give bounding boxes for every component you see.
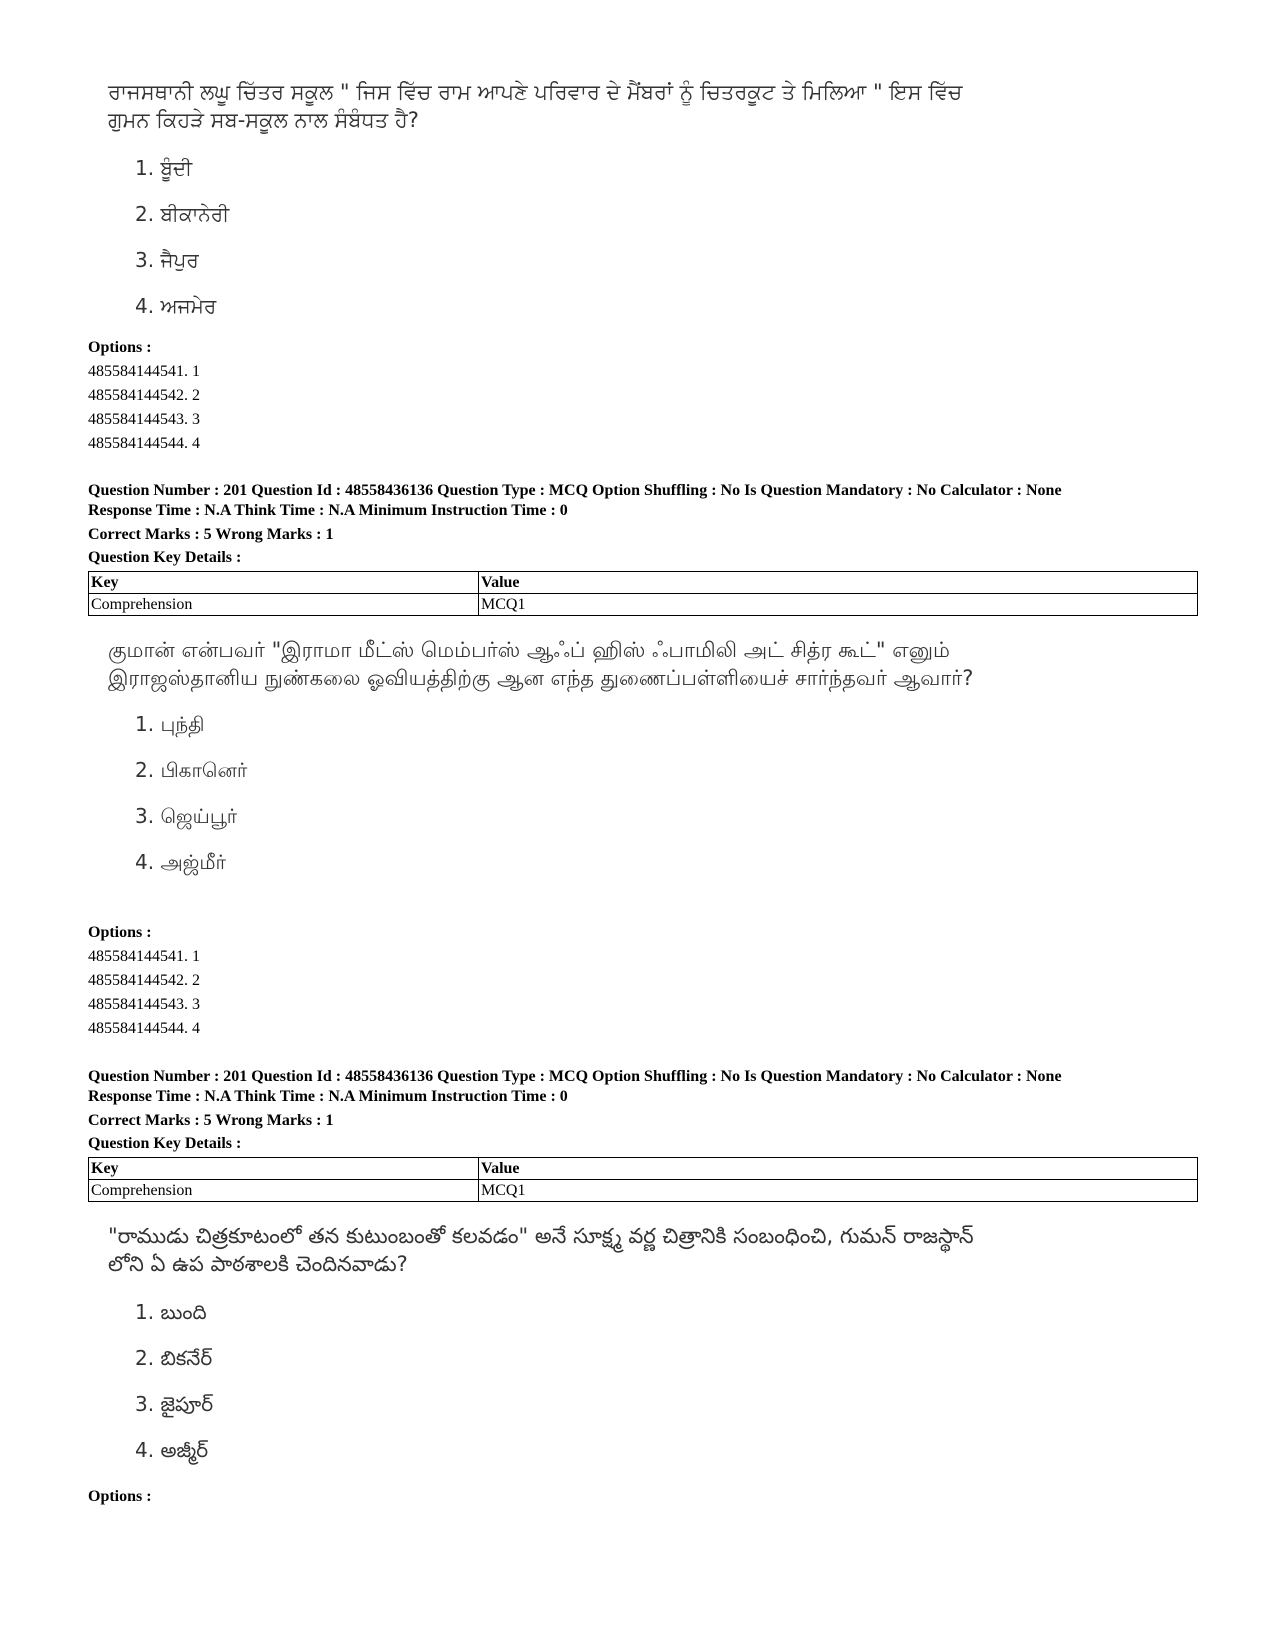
option-id: 485584144544. 4 (88, 435, 200, 452)
question-meta (88, 481, 1198, 568)
question-meta (88, 1067, 1198, 1154)
options-heading: Options : (88, 1488, 152, 1505)
question-meta-line: Response Time : N.A Think Time : N.A Minimum Instruction Time : 0 (88, 502, 568, 519)
question-option: 3. జైపూర్ (135, 1392, 214, 1416)
option-id: 485584144542. 2 (88, 387, 200, 404)
option-id: 485584144544. 4 (88, 1020, 200, 1037)
table-header-value: Value (479, 572, 1198, 594)
options-heading: Options : (88, 924, 152, 941)
question-text: குமான் என்பவர் "இராமா மீட்ஸ் மெம்பர்ஸ் ஆஃப் ஹிஸ் ஃபாமிலி அட் சித்ர கூட்" எனும் இராஜஸ்தானிய நுண்கலை ஓவியத்திற்கு ஆன எந்த துணைப்பள்ளியைச் சார்ந்தவர் ஆவார்? (108, 638, 974, 690)
question-option: 1. బుంది (135, 1300, 207, 1324)
table-header-key: Key (89, 1158, 479, 1180)
question-meta-line: Question Number : 201 Question Id : 48558436136 Question Type : MCQ Option Shuffling : No Is Question Mandatory : No Calculator : None (88, 482, 1062, 499)
marks-line: Correct Marks : 5 Wrong Marks : 1 (88, 1112, 334, 1129)
table-header-row (89, 1158, 1198, 1180)
key-value-table (88, 1157, 1198, 1202)
options-heading: Options : (88, 339, 152, 356)
question-meta-line: Response Time : N.A Think Time : N.A Minimum Instruction Time : 0 (88, 1088, 568, 1105)
question-option: 3. ਜੈਪੁਰ (135, 248, 199, 272)
key-value-table (88, 571, 1198, 616)
question-option: 1. ਬੂੰਦੀ (135, 156, 193, 180)
table-cell-key: Comprehension (89, 1180, 479, 1202)
question-option: 3. ஜெய்பூர் (135, 804, 238, 828)
marks-line: Correct Marks : 5 Wrong Marks : 1 (88, 526, 334, 543)
options-list (88, 336, 200, 456)
option-id: 485584144543. 3 (88, 996, 200, 1013)
question-option: 4. అజ్మీర్ (135, 1438, 209, 1462)
question-text: "రాముడు చిత్రకూటంలో తన కుటుంబంతో కలవడం" అనే సూక్ష్మ వర్ణ చిత్రానికి సంబంధించి, గుమన్ రాజస్థాన్ లోని ఏ ఉప పాఠశాలకి చెందినవాడు? (108, 1224, 974, 1276)
option-id: 485584144543. 3 (88, 411, 200, 428)
table-cell-value: MCQ1 (479, 594, 1198, 616)
question-image-tamil (108, 636, 1008, 874)
key-details-heading: Question Key Details : (88, 549, 242, 566)
question-option: 2. பிகானெர் (135, 758, 248, 782)
table-header-row (89, 572, 1198, 594)
table-cell-key: Comprehension (89, 594, 479, 616)
key-details-heading: Question Key Details : (88, 1135, 242, 1152)
question-option: 4. ਅਜਮੇਰ (135, 294, 217, 318)
question-option: 2. బికనేర్ (135, 1346, 213, 1370)
question-image-telugu (108, 1222, 1008, 1462)
option-id: 485584144541. 1 (88, 948, 200, 965)
question-meta-line: Question Number : 201 Question Id : 48558436136 Question Type : MCQ Option Shuffling : No Is Question Mandatory : No Calculator : None (88, 1068, 1062, 1085)
question-option: 2. ਬੀਕਾਨੇਰੀ (135, 202, 230, 226)
table-cell-value: MCQ1 (479, 1180, 1198, 1202)
question-text: ਰਾਜਸਥਾਨੀ ਲਘੂ ਚਿੱਤਰ ਸਕੂਲ " ਜਿਸ ਵਿੱਚ ਰਾਮ ਆਪਣੇ ਪਰਿਵਾਰ ਦੇ ਮੈਂਬਰਾਂ ਨੂੰ ਚਿਤਰਕੂਟ ਤੇ ਮਿਲਿਆ " ਇਸ ਵਿੱਚ ਗੁਮਨ ਕਿਹੜੇ ਸਬ-ਸਕੂਲ ਨਾਲ ਸੰਬੰਧਤ ਹੈ? (108, 80, 963, 132)
question-option: 4. அஜ்மீர் (135, 850, 226, 874)
options-list (88, 921, 200, 1041)
options-list (88, 1485, 152, 1509)
table-header-key: Key (89, 572, 479, 594)
table-header-value: Value (479, 1158, 1198, 1180)
question-image-punjabi (108, 78, 1008, 318)
option-id: 485584144542. 2 (88, 972, 200, 989)
question-option: 1. புந்தி (135, 712, 205, 736)
option-id: 485584144541. 1 (88, 363, 200, 380)
table-row (89, 594, 1198, 616)
table-row (89, 1180, 1198, 1202)
